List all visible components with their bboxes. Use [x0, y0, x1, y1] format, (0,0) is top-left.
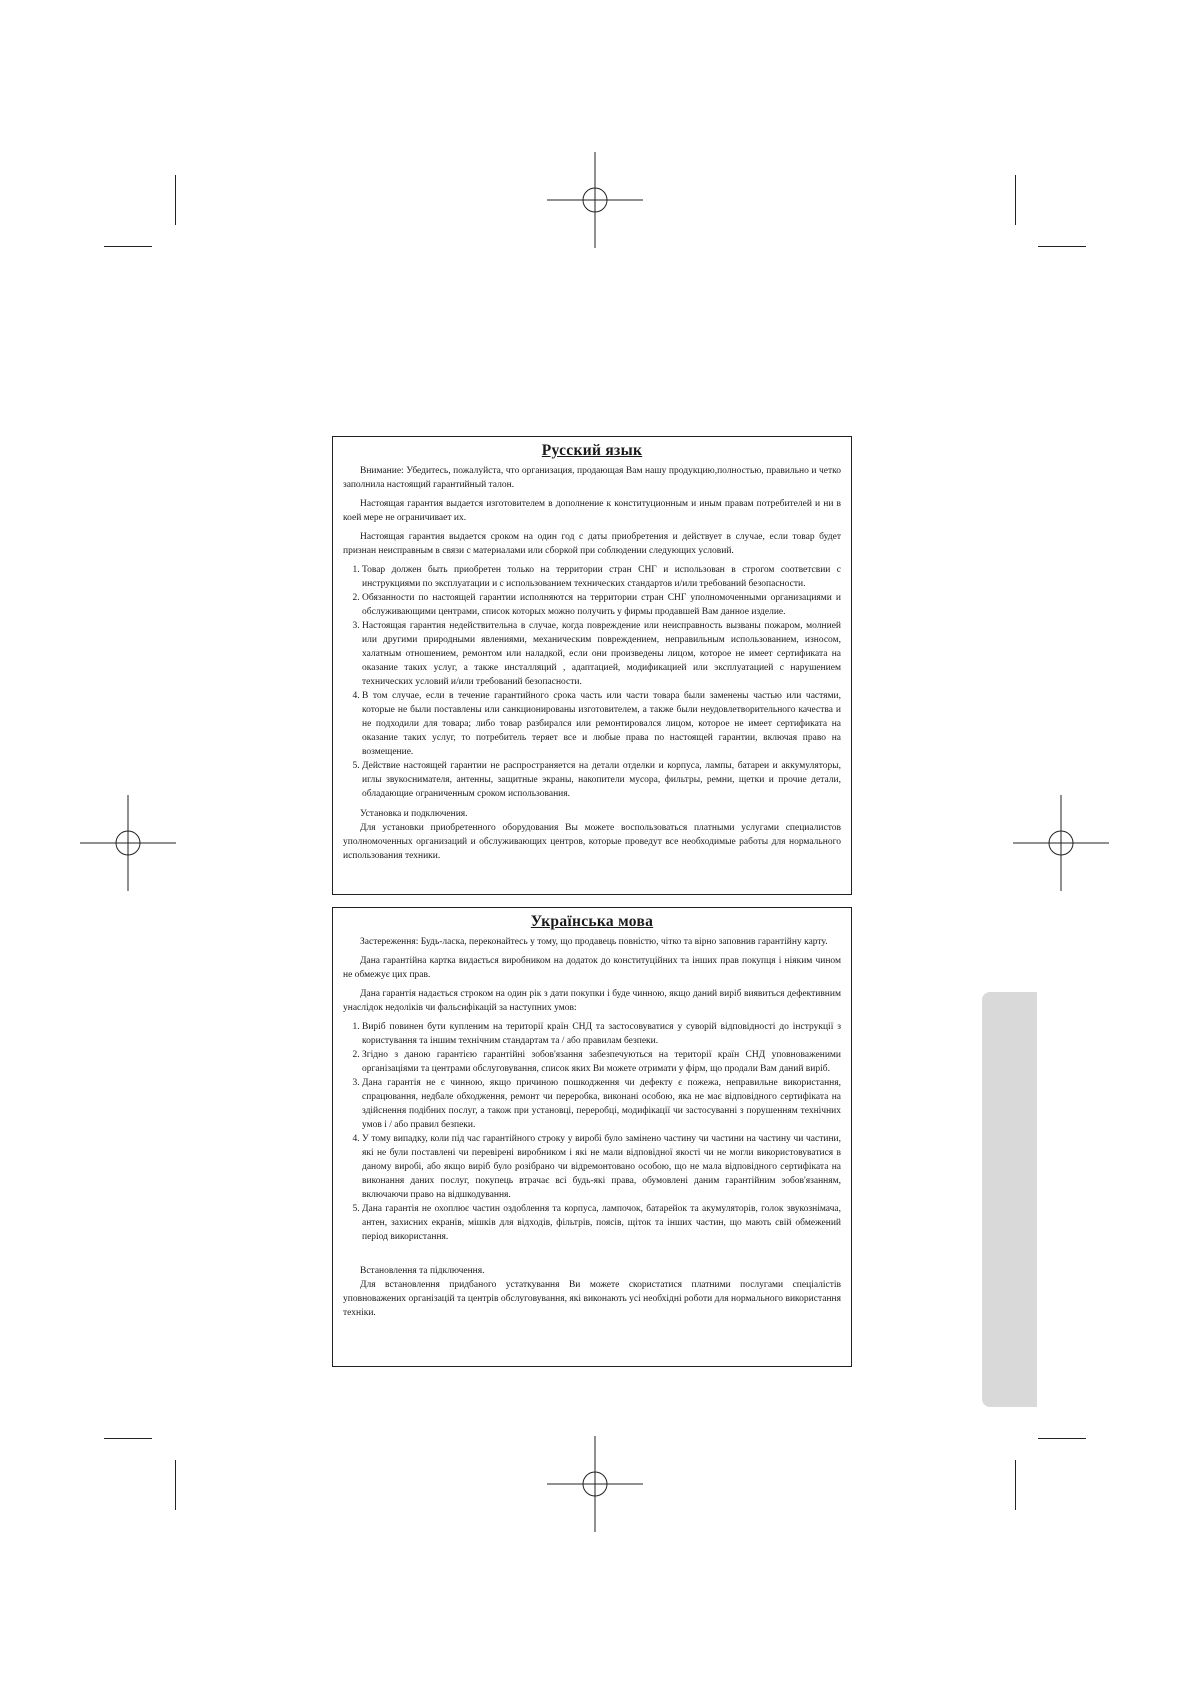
crop-mark: [175, 175, 176, 225]
install-heading: Встановлення та підключення.: [360, 1266, 485, 1276]
russian-warranty-section: [332, 436, 852, 895]
install-text: Для встановлення придбаного устаткування Ви можете скористатися платними послугами спеціалістів уповноважених організацій та центрів обслуговування, які виконають усі необхідні роботи для нормального використання техніки.: [343, 1280, 841, 1318]
install-text: Для установки приобретенного оборудования Вы можете воспользоваться платными услугами специалистов уполномоченных организаций и обслуживающих центров, которые проведут все необходимые работы для нормального использования техники.: [343, 823, 841, 861]
list-item: 4. В том случае, если в течение гарантийного срока часть или части товара были заменены частью или частями, которые не были поставлены или санкционированы изготовителем, а также были неудовлетворительного качества и не подходили для товара; либо товар разбирался или ремонтировался лицом, которое не имеет сертификата на оказание таких услуг, то потребитель теряет все и любые права по настоящей гарантии, включая право на возмещение.: [362, 689, 841, 759]
list-item: 3. Дана гарантія не є чинною, якщо причиною пошкодження чи дефекту є пожежа, неправильне використання, спрацювання, недбале обходження, ремонт чи переробка, виконані особою, яка не має відповідного сертифіката на здійснення подібних послуг, а також при установці, переробці, модифікації чи застосуванні з порушенням технічних умов і / або правил безпеки.: [362, 1076, 841, 1132]
paragraph: Дана гарантійна картка видається виробником на додаток до конституційних та інших прав покупця і ніяким чином не обмежує цих прав.: [343, 956, 841, 980]
list-item: 3. Настоящая гарантия недействительна в случае, когда повреждение или неисправность вызваны пожаром, молнией или другими природными явлениями, механическим повреждением, неправильным использованием, износом, халатным отношением, ремонтом или наладкой, если они произведены лицом, которое не имеет сертификата на оказание таких услуг, а также инсталляций , адаптацией, модификацией или эксплуатацией с нарушением технических условий и/или требований безопасности.: [362, 619, 841, 689]
list-item: 1. Виріб повинен бути купленим на території країн СНД та застосовуватися у суворій відповідності до інструкції з користування та іншим технічним стандартам та / або правилам безпеки.: [362, 1020, 841, 1048]
crop-mark: [1015, 175, 1016, 225]
registration-mark-left: [80, 795, 176, 891]
paragraph: Настоящая гарантия выдается сроком на один год с даты приобретения и действует в случае, если товар будет признан неисправным в связи с материалами или сборкой при соблюдении следующих условий.: [343, 532, 841, 556]
list-item: 2. Згідно з даною гарантією гарантійні зобов'язання забезпечуються на території країн СНД уповноваженими організаціями та центрами обслуговування, список яких Ви можете отримати у фірм, що продали Вам даний виріб.: [362, 1048, 841, 1076]
registration-mark-right: [1013, 795, 1109, 891]
registration-mark-top: [547, 152, 643, 248]
paragraph: Дана гарантія надається строком на один рік з дати покупки і буде чинною, якщо даний виріб виявиться дефективним унаслідок недоліків чи фальсифікацій за наступних умов:: [343, 989, 841, 1013]
side-tab: [982, 992, 1037, 1407]
conditions-list: [343, 563, 841, 801]
list-item: 1. Товар должен быть приобретен только на территории стран СНГ и использован в строгом соответсвии с инструкциями по эксплуатации и с использованием технических стандартов и/или требований безопасности.: [362, 563, 841, 591]
crop-mark: [175, 1460, 176, 1510]
ukrainian-warranty-section: [332, 907, 852, 1367]
section-title: Русский язык: [541, 442, 643, 459]
paragraph: Застереження: Будь-ласка, переконайтесь у тому, що продавець повністю, чітко та вірно заповнив гарантійну карту.: [360, 937, 828, 947]
paragraph: Настоящая гарантия выдается изготовителем в дополнение к конституционным и иным правам потребителей и ни в коей мере не ограничивает их.: [343, 499, 841, 523]
registration-mark-bottom: [547, 1436, 643, 1532]
install-heading: Установка и подключения.: [360, 809, 468, 819]
crop-mark: [1015, 1460, 1016, 1510]
crop-mark: [104, 1438, 152, 1439]
paragraph: Внимание: Убедитесь, пожалуйста, что организация, продающая Вам нашу продукцию,полностью, правильно и четко заполнила настоящий гарантийный талон.: [343, 466, 841, 490]
crop-mark: [1038, 246, 1086, 247]
crop-mark: [1038, 1438, 1086, 1439]
list-item: 5. Дана гарантія не охоплює частин оздоблення та корпуса, лампочок, батарейок та акумуляторів, голок звукознімача, антен, захисних екранів, мішків для відходів, фільтрів, поясів, щіток та інших частин, що мають свій обмежений період використання.: [362, 1202, 841, 1244]
list-item: 4. У тому випадку, коли під час гарантійного строку у виробі було замінено частину чи частини на частину чи частини, які не були поставлені чи перевірені виробником і які не мали відповідної якості чи не могли використовуватися в даному виробі, або якщо виріб було розібрано чи відремонтовано особою, що не мала відповідного сертифіката на виконання даних послуг, покупець втрачає всі будь-які права, обумовлені даним гарантійним зобов'язанням, включаючи право на відшкодування.: [362, 1132, 841, 1202]
list-item: 5. Действие настоящей гарантии не распространяется на детали отделки и корпуса, лампы, батареи и аккумуляторы, иглы звукоснимателя, антенны, защитные экраны, накопители мусора, фильтры, ремни, щетки и прочие детали, обладающие ограниченным сроком использования.: [362, 759, 841, 801]
list-item: 2. Обязанности по настоящей гарантии исполняются на территории стран СНГ уполномоченными организациями и обслуживающими центрами, список которых можно получить у фирмы продавшей Вам данное изделие.: [362, 591, 841, 619]
section-title: Українська мова: [530, 913, 654, 930]
crop-mark: [104, 246, 152, 247]
conditions-list: [343, 1020, 841, 1244]
